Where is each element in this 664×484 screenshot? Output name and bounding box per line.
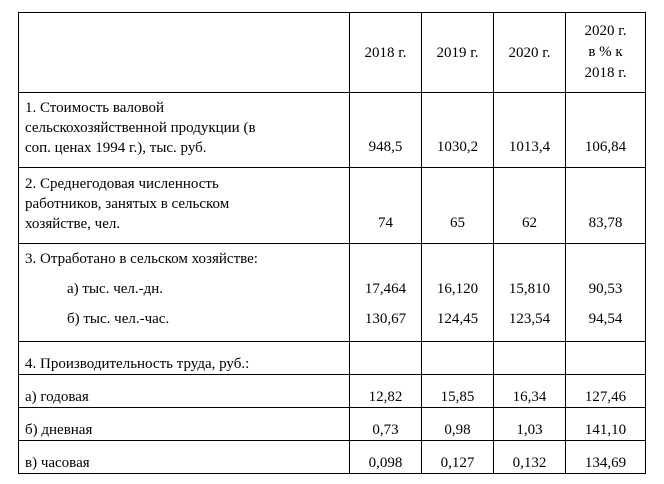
table-row bbox=[19, 93, 646, 168]
table-row bbox=[19, 375, 646, 408]
section3-values-2019 bbox=[422, 244, 494, 342]
table-cell: 16,120 bbox=[436, 281, 479, 297]
table-cell: 124,45 bbox=[436, 311, 479, 327]
header-percent-line: 2020 г. bbox=[584, 23, 627, 39]
table-cell: 0,098 bbox=[350, 441, 422, 474]
header-cell-percent bbox=[566, 13, 646, 93]
header-cell-2018: 2018 г. bbox=[350, 13, 422, 93]
header-cell-2019: 2019 г. bbox=[422, 13, 494, 93]
header-percent-line: в % к bbox=[588, 44, 623, 60]
table-cell: 1030,2 bbox=[422, 93, 494, 168]
table-cell: 106,84 bbox=[566, 93, 646, 168]
section3-item-hours: б) тыс. чел.-час. bbox=[67, 311, 170, 327]
table-cell-empty bbox=[422, 342, 494, 375]
table-cell: 134,69 bbox=[566, 441, 646, 474]
table-cell: 948,5 bbox=[350, 93, 422, 168]
section3-title: 3. Отработано в сельском хозяйстве: bbox=[25, 251, 258, 267]
label-line: сельскохозяйственной продукции (в bbox=[25, 120, 256, 136]
table-cell: 1013,4 bbox=[494, 93, 566, 168]
table-cell: 1,03 bbox=[494, 408, 566, 441]
table-cell: 130,67 bbox=[364, 311, 407, 327]
table-cell: 16,34 bbox=[494, 375, 566, 408]
table-cell: 0,132 bbox=[494, 441, 566, 474]
table-cell: 12,82 bbox=[350, 375, 422, 408]
header-percent-line: 2018 г. bbox=[584, 65, 627, 81]
table-cell: 0,73 bbox=[350, 408, 422, 441]
table-cell-empty bbox=[494, 342, 566, 375]
section4-item-hourly: в) часовая bbox=[19, 441, 350, 474]
table-row-section4-title bbox=[19, 342, 646, 375]
section4-item-annual: а) годовая bbox=[19, 375, 350, 408]
section3-values-percent bbox=[566, 244, 646, 342]
table-cell: 15,85 bbox=[422, 375, 494, 408]
table-cell: 74 bbox=[350, 168, 422, 244]
label-line: 2. Среднегодовая численность bbox=[25, 176, 219, 192]
row-label-employees bbox=[19, 168, 350, 244]
section4-title: 4. Производительность труда, руб.: bbox=[19, 342, 350, 375]
label-line: хозяйстве, чел. bbox=[25, 216, 121, 232]
table-cell: 90,53 bbox=[588, 281, 623, 297]
table-cell: 65 bbox=[422, 168, 494, 244]
statistics-table bbox=[18, 12, 646, 474]
table-cell: 62 bbox=[494, 168, 566, 244]
table-row bbox=[19, 408, 646, 441]
header-cell-2020: 2020 г. bbox=[494, 13, 566, 93]
table-cell: 83,78 bbox=[566, 168, 646, 244]
section3-item-days: а) тыс. чел.-дн. bbox=[67, 281, 164, 297]
header-row bbox=[19, 13, 646, 93]
label-line: работников, занятых в сельском bbox=[25, 196, 230, 212]
table-row-section3 bbox=[19, 244, 646, 342]
section3-cell bbox=[19, 244, 350, 342]
label-line: 1. Стоимость валовой bbox=[25, 100, 165, 116]
table-cell: 0,127 bbox=[422, 441, 494, 474]
header-cell-indicator bbox=[19, 13, 350, 93]
table-cell: 0,98 bbox=[422, 408, 494, 441]
table-cell: 123,54 bbox=[508, 311, 551, 327]
table-cell-empty bbox=[350, 342, 422, 375]
section4-item-daily: б) дневная bbox=[19, 408, 350, 441]
table-cell: 127,46 bbox=[566, 375, 646, 408]
table-cell-empty bbox=[566, 342, 646, 375]
row-label-gross-output bbox=[19, 93, 350, 168]
section3-values-2018 bbox=[350, 244, 422, 342]
label-line: соп. ценах 1994 г.), тыс. руб. bbox=[25, 140, 207, 156]
table-cell: 15,810 bbox=[508, 281, 551, 297]
table-cell: 94,54 bbox=[588, 311, 623, 327]
table-cell: 141,10 bbox=[566, 408, 646, 441]
table-row bbox=[19, 441, 646, 474]
section3-values-2020 bbox=[494, 244, 566, 342]
table-cell: 17,464 bbox=[364, 281, 407, 297]
table-row bbox=[19, 168, 646, 244]
